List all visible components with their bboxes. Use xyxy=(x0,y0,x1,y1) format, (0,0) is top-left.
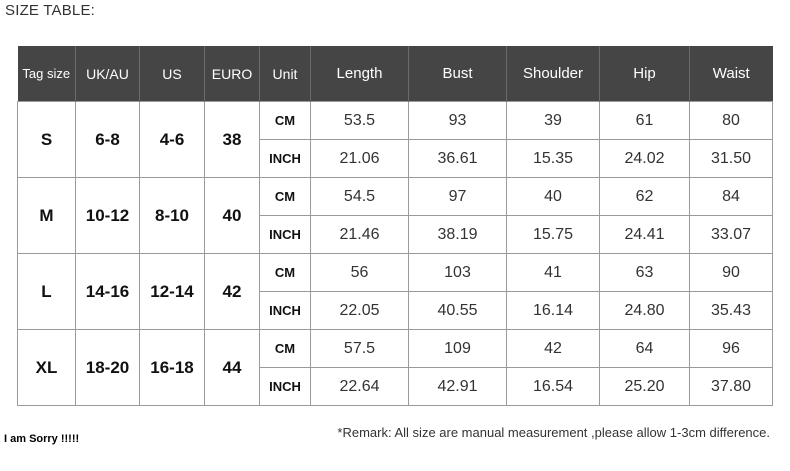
us-cell: 16-18 xyxy=(140,330,205,406)
shoulder-cell: 15.35 xyxy=(507,140,600,178)
bust-cell: 38.19 xyxy=(409,216,507,254)
shoulder-cell: 42 xyxy=(507,330,600,368)
table-row xyxy=(18,178,773,216)
bust-cell: 109 xyxy=(409,330,507,368)
shoulder-cell: 16.14 xyxy=(507,292,600,330)
waist-cell: 31.50 xyxy=(690,140,773,178)
hip-cell: 61 xyxy=(600,102,690,140)
us-cell: 12-14 xyxy=(140,254,205,330)
tag-size-cell: L xyxy=(18,254,76,330)
bust-cell: 40.55 xyxy=(409,292,507,330)
uk-au-cell: 6-8 xyxy=(76,102,140,178)
header-uk-au: UK/AU xyxy=(76,46,140,102)
hip-cell: 64 xyxy=(600,330,690,368)
length-cell: 54.5 xyxy=(311,178,409,216)
remark-note: *Remark: All size are manual measurement ,please allow 1-3cm difference. xyxy=(337,425,770,440)
shoulder-cell: 16.54 xyxy=(507,368,600,406)
tag-size-cell: M xyxy=(18,178,76,254)
unit-cell: CM xyxy=(260,178,311,216)
unit-cell: CM xyxy=(260,254,311,292)
header-us: US xyxy=(140,46,205,102)
shoulder-cell: 41 xyxy=(507,254,600,292)
length-cell: 53.5 xyxy=(311,102,409,140)
hip-cell: 24.02 xyxy=(600,140,690,178)
length-cell: 21.06 xyxy=(311,140,409,178)
euro-cell: 40 xyxy=(205,178,260,254)
waist-cell: 84 xyxy=(690,178,773,216)
bust-cell: 103 xyxy=(409,254,507,292)
hip-cell: 24.41 xyxy=(600,216,690,254)
header-shoulder: Shoulder xyxy=(507,46,600,102)
header-tag-size: Tag size xyxy=(18,46,76,102)
shoulder-cell: 15.75 xyxy=(507,216,600,254)
length-cell: 22.64 xyxy=(311,368,409,406)
us-cell: 4-6 xyxy=(140,102,205,178)
table-row xyxy=(18,102,773,140)
hip-cell: 24.80 xyxy=(600,292,690,330)
length-cell: 21.46 xyxy=(311,216,409,254)
shoulder-cell: 40 xyxy=(507,178,600,216)
waist-cell: 90 xyxy=(690,254,773,292)
table-row xyxy=(18,254,773,292)
length-cell: 22.05 xyxy=(311,292,409,330)
euro-cell: 38 xyxy=(205,102,260,178)
header-euro: EURO xyxy=(205,46,260,102)
unit-cell: INCH xyxy=(260,292,311,330)
hip-cell: 63 xyxy=(600,254,690,292)
length-cell: 56 xyxy=(311,254,409,292)
bust-cell: 36.61 xyxy=(409,140,507,178)
header-waist: Waist xyxy=(690,46,773,102)
hip-cell: 62 xyxy=(600,178,690,216)
uk-au-cell: 10-12 xyxy=(76,178,140,254)
page-title: SIZE TABLE: xyxy=(5,2,96,19)
euro-cell: 42 xyxy=(205,254,260,330)
bust-cell: 97 xyxy=(409,178,507,216)
header-length: Length xyxy=(311,46,409,102)
header-row xyxy=(18,46,773,102)
shoulder-cell: 39 xyxy=(507,102,600,140)
sorry-note: I am Sorry !!!!! xyxy=(4,433,80,445)
unit-cell: INCH xyxy=(260,140,311,178)
waist-cell: 96 xyxy=(690,330,773,368)
header-hip: Hip xyxy=(600,46,690,102)
unit-cell: CM xyxy=(260,102,311,140)
unit-cell: INCH xyxy=(260,216,311,254)
tag-size-cell: S xyxy=(18,102,76,178)
waist-cell: 37.80 xyxy=(690,368,773,406)
length-cell: 57.5 xyxy=(311,330,409,368)
size-table xyxy=(17,46,773,406)
hip-cell: 25.20 xyxy=(600,368,690,406)
us-cell: 8-10 xyxy=(140,178,205,254)
waist-cell: 80 xyxy=(690,102,773,140)
bust-cell: 93 xyxy=(409,102,507,140)
waist-cell: 33.07 xyxy=(690,216,773,254)
header-unit: Unit xyxy=(260,46,311,102)
header-bust: Bust xyxy=(409,46,507,102)
uk-au-cell: 14-16 xyxy=(76,254,140,330)
unit-cell: CM xyxy=(260,330,311,368)
unit-cell: INCH xyxy=(260,368,311,406)
tag-size-cell: XL xyxy=(18,330,76,406)
bust-cell: 42.91 xyxy=(409,368,507,406)
uk-au-cell: 18-20 xyxy=(76,330,140,406)
waist-cell: 35.43 xyxy=(690,292,773,330)
table-row xyxy=(18,330,773,368)
euro-cell: 44 xyxy=(205,330,260,406)
